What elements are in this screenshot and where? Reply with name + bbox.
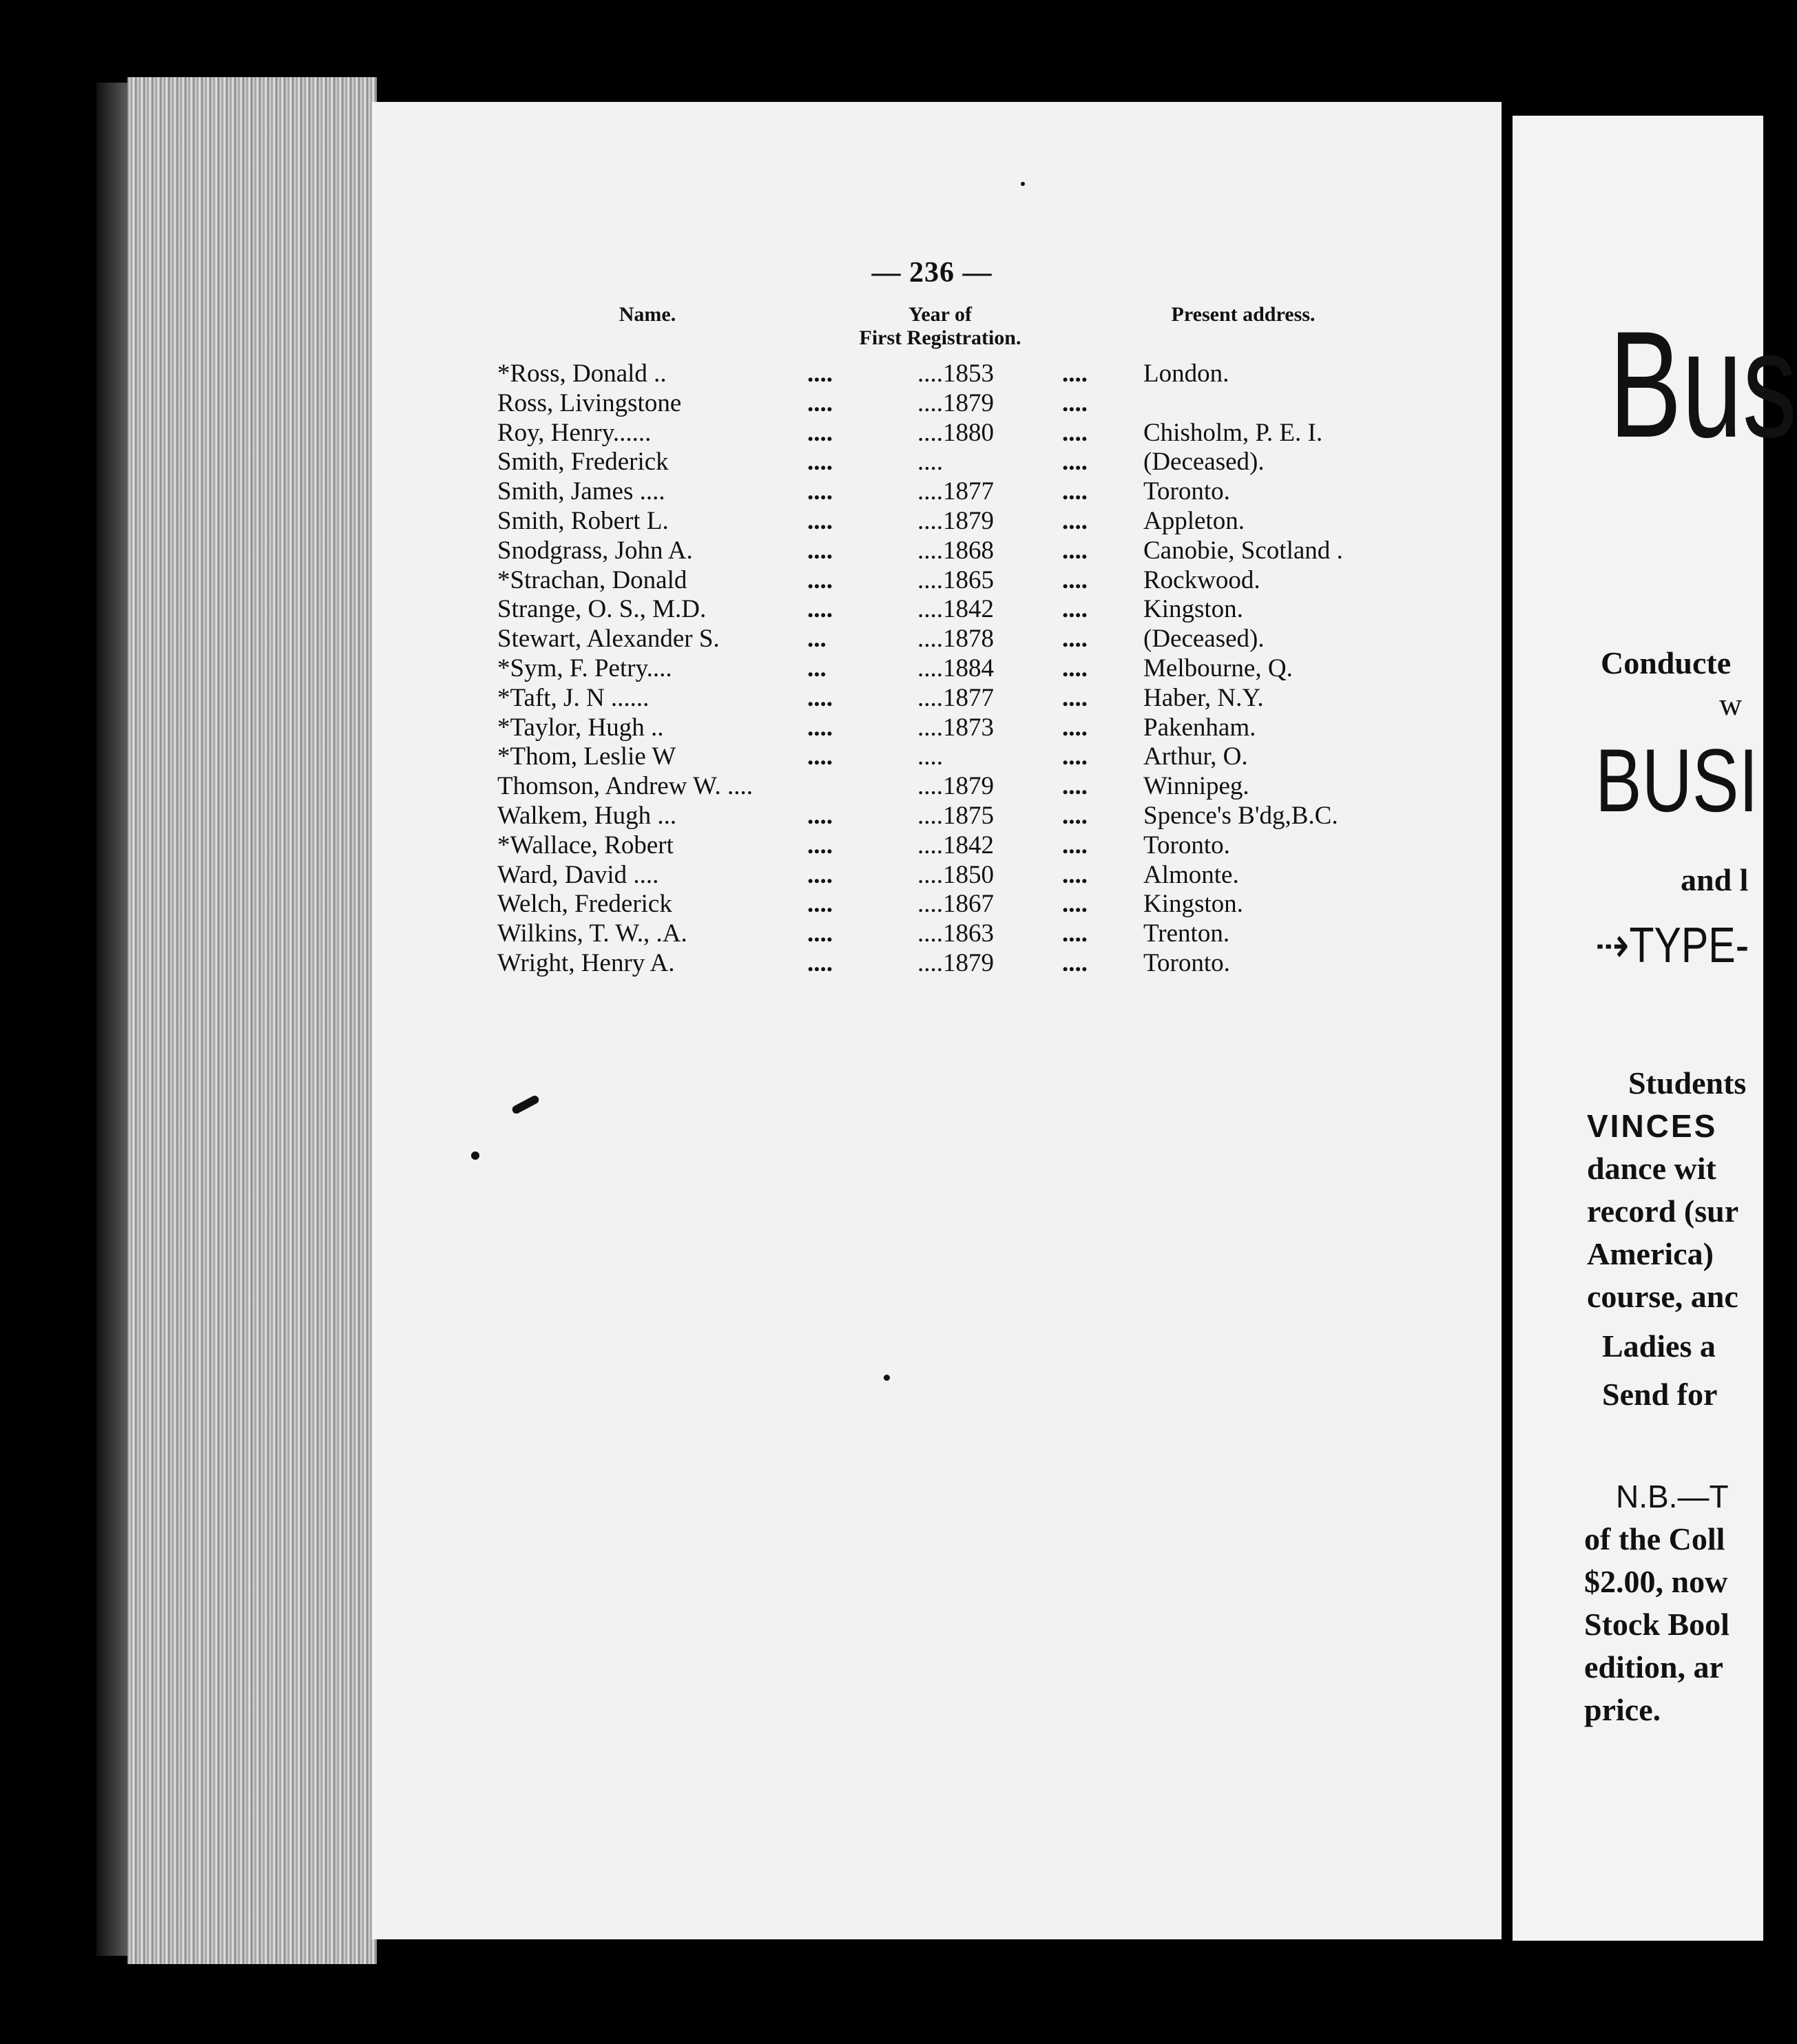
leader-dots: .... (1062, 506, 1088, 535)
leader-dots: .... (1062, 359, 1088, 388)
leader-dots: .... (1062, 772, 1088, 801)
leader-dots: .... (1062, 595, 1088, 624)
entry-name: *Taylor, Hugh .. (497, 713, 664, 742)
entry-name: Smith, Frederick (497, 448, 669, 477)
right-ladies: Ladies a (1602, 1328, 1716, 1364)
entry-name: Ross, Livingstone (497, 388, 682, 417)
entry-address: Toronto. (1143, 831, 1230, 859)
leader-dots: .... (1062, 919, 1088, 948)
right-students: Students (1628, 1065, 1747, 1101)
table-row (497, 890, 1393, 919)
leader-dots: .... (1062, 448, 1088, 477)
leader-dots: .... (1062, 742, 1088, 771)
table-row (497, 654, 1393, 684)
leader-dots: .... (807, 801, 833, 830)
entry-year: ....1868 (917, 536, 994, 565)
entry-year: ....1863 (917, 919, 994, 948)
table-row (497, 919, 1393, 949)
table-row (497, 742, 1393, 772)
page-edges (127, 77, 377, 1964)
right-page (1513, 116, 1797, 1941)
table-row (497, 507, 1393, 536)
header-address: Present address. (1171, 303, 1316, 326)
entry-address: Arthur, O. (1143, 742, 1248, 771)
entry-year: ....1853 (917, 359, 994, 388)
table-row (497, 802, 1393, 831)
entry-address: (Deceased). (1143, 625, 1265, 654)
leader-dots: .... (807, 359, 833, 388)
leader-dots: .... (1062, 831, 1088, 859)
leader-dots: .... (1062, 477, 1088, 506)
entry-name: Roy, Henry...... (497, 418, 652, 447)
right-price: price. (1584, 1692, 1661, 1727)
entry-year: ....1842 (917, 831, 994, 859)
entry-address: Toronto. (1143, 948, 1230, 977)
leader-dots: .... (807, 477, 833, 506)
leader-dots: .... (1062, 418, 1088, 447)
table-row (497, 625, 1393, 654)
ink-dot (471, 1151, 479, 1160)
leader-dots: .... (1062, 713, 1088, 742)
leader-dots: .... (1062, 801, 1088, 830)
entry-year: ....1879 (917, 388, 994, 417)
entry-name: Smith, James .... (497, 477, 665, 506)
entry-address: Chisholm, P. E. I. (1143, 418, 1323, 447)
right-business-fragment: BUSI (1595, 730, 1758, 831)
header-year-line1: Year of (908, 303, 972, 326)
leader-dots: .... (807, 831, 833, 859)
entry-year: ....1875 (917, 801, 994, 830)
leader-dots: .... (1062, 625, 1088, 654)
entry-year: ....1879 (917, 506, 994, 535)
registry-table (497, 359, 1393, 979)
right-price-line: $2.00, now (1584, 1564, 1728, 1599)
table-row (497, 536, 1393, 566)
entry-name: Welch, Frederick (497, 890, 672, 919)
leader-dots: .... (807, 683, 833, 712)
entry-address: Appleton. (1143, 506, 1245, 535)
entry-year: ....1879 (917, 772, 994, 801)
leader-dots: .... (1062, 683, 1088, 712)
table-row (497, 448, 1393, 477)
entry-year: ....1884 (917, 654, 994, 682)
entry-address: London. (1143, 359, 1229, 388)
entry-year: ....1865 (917, 565, 994, 594)
entry-year: ....1842 (917, 595, 994, 624)
header-year (830, 303, 1050, 350)
leader-dots: .... (807, 565, 833, 594)
right-stock: Stock Bool (1584, 1607, 1730, 1642)
leader-dots: .... (807, 948, 833, 977)
right-of-the: of the Coll (1584, 1521, 1725, 1556)
entry-name: *Wallace, Robert (497, 831, 674, 859)
table-row (497, 566, 1393, 596)
right-record: record (sur (1587, 1193, 1739, 1229)
entry-address: Canobie, Scotland . (1143, 536, 1343, 565)
right-america: America) (1587, 1236, 1714, 1271)
entry-year: ....1867 (917, 890, 994, 919)
ink-dot (884, 1375, 890, 1381)
entry-address: Kingston. (1143, 890, 1243, 919)
table-row (497, 861, 1393, 890)
entry-address: Almonte. (1143, 860, 1239, 889)
right-dance: dance wit (1587, 1151, 1716, 1186)
leader-dots: .... (807, 919, 833, 948)
leader-dots: .... (807, 418, 833, 447)
entry-name: Stewart, Alexander S. (497, 625, 720, 654)
entry-address: Winnipeg. (1143, 772, 1249, 801)
table-row (497, 595, 1393, 625)
entry-year: ....1850 (917, 860, 994, 889)
entry-year: ....1880 (917, 418, 994, 447)
table-row (497, 477, 1393, 507)
leader-dots: .... (807, 388, 833, 417)
page-number: — 236 — (871, 257, 993, 289)
right-nb: N.B.—T (1616, 1479, 1729, 1514)
leader-dots: .... (1062, 388, 1088, 417)
leader-dots: .... (1062, 654, 1088, 682)
leader-dots: .... (807, 536, 833, 565)
ink-dot (1021, 182, 1025, 186)
entry-name: *Taft, J. N ...... (497, 683, 650, 712)
leader-dots: .... (1062, 948, 1088, 977)
table-row (497, 713, 1393, 743)
leader-dots: .... (807, 890, 833, 919)
right-title-fragment: Bus (1609, 300, 1797, 469)
leader-dots: .... (1062, 890, 1088, 919)
entry-year: ....1879 (917, 948, 994, 977)
entry-name: Wilkins, T. W., .A. (497, 919, 687, 948)
table-row (497, 389, 1393, 419)
entry-year: ....1877 (917, 683, 994, 712)
table-row (497, 684, 1393, 713)
right-course: course, anc (1587, 1279, 1738, 1314)
entry-name: *Ross, Donald .. (497, 359, 667, 388)
table-row (497, 419, 1393, 448)
leader-dots: .... (1062, 565, 1088, 594)
entry-address: Melbourne, Q. (1143, 654, 1293, 682)
entry-address: Haber, N.Y. (1143, 683, 1264, 712)
entry-name: Snodgrass, John A. (497, 536, 693, 565)
entry-address: (Deceased). (1143, 448, 1265, 477)
leader-dots: .... (807, 506, 833, 535)
entry-address: Trenton. (1143, 919, 1230, 948)
leader-dots: .... (807, 742, 833, 771)
entry-name: Thomson, Andrew W. .... (497, 772, 754, 801)
right-send: Send for (1602, 1377, 1718, 1412)
entry-year: ....1878 (917, 625, 994, 654)
leader-dots: .... (807, 595, 833, 624)
right-edition: edition, ar (1584, 1649, 1723, 1685)
entry-name: *Thom, Leslie W (497, 742, 676, 771)
entry-address: Kingston. (1143, 595, 1243, 624)
leader-dots: .... (807, 860, 833, 889)
leader-dots: .... (1062, 536, 1088, 565)
entry-address: Pakenham. (1143, 713, 1256, 742)
right-and-line: and l (1681, 862, 1749, 897)
table-row (497, 949, 1393, 979)
entry-name: *Sym, F. Petry.... (497, 654, 672, 682)
table-row (497, 772, 1393, 802)
entry-year: .... (917, 742, 943, 771)
entry-year: ....1877 (917, 477, 994, 506)
right-type-line: ⇢TYPE- (1595, 918, 1749, 973)
entry-name: Smith, Robert L. (497, 506, 669, 535)
entry-name: *Strachan, Donald (497, 565, 687, 594)
entry-name: Strange, O. S., M.D. (497, 595, 707, 624)
leader-dots: .... (1062, 860, 1088, 889)
header-name: Name. (619, 303, 676, 326)
header-year-line2: First Registration. (859, 326, 1021, 349)
entry-address: Rockwood. (1143, 565, 1260, 594)
entry-year: .... (917, 448, 943, 477)
leader-dots: ... (807, 654, 827, 682)
right-w: w (1719, 687, 1743, 722)
leader-dots: .... (807, 713, 833, 742)
entry-year: ....1873 (917, 713, 994, 742)
entry-address: Toronto. (1143, 477, 1230, 506)
entry-name: Wright, Henry A. (497, 948, 675, 977)
table-row (497, 831, 1393, 861)
table-row (497, 359, 1393, 389)
entry-address: Spence's B'dg,B.C. (1143, 801, 1338, 830)
leader-dots: .... (807, 448, 833, 477)
entry-name: Walkem, Hugh ... (497, 801, 677, 830)
entry-name: Ward, David .... (497, 860, 659, 889)
right-conducted: Conducte (1601, 645, 1732, 680)
right-vinces: VINCES (1587, 1108, 1718, 1144)
leader-dots: ... (807, 625, 827, 654)
